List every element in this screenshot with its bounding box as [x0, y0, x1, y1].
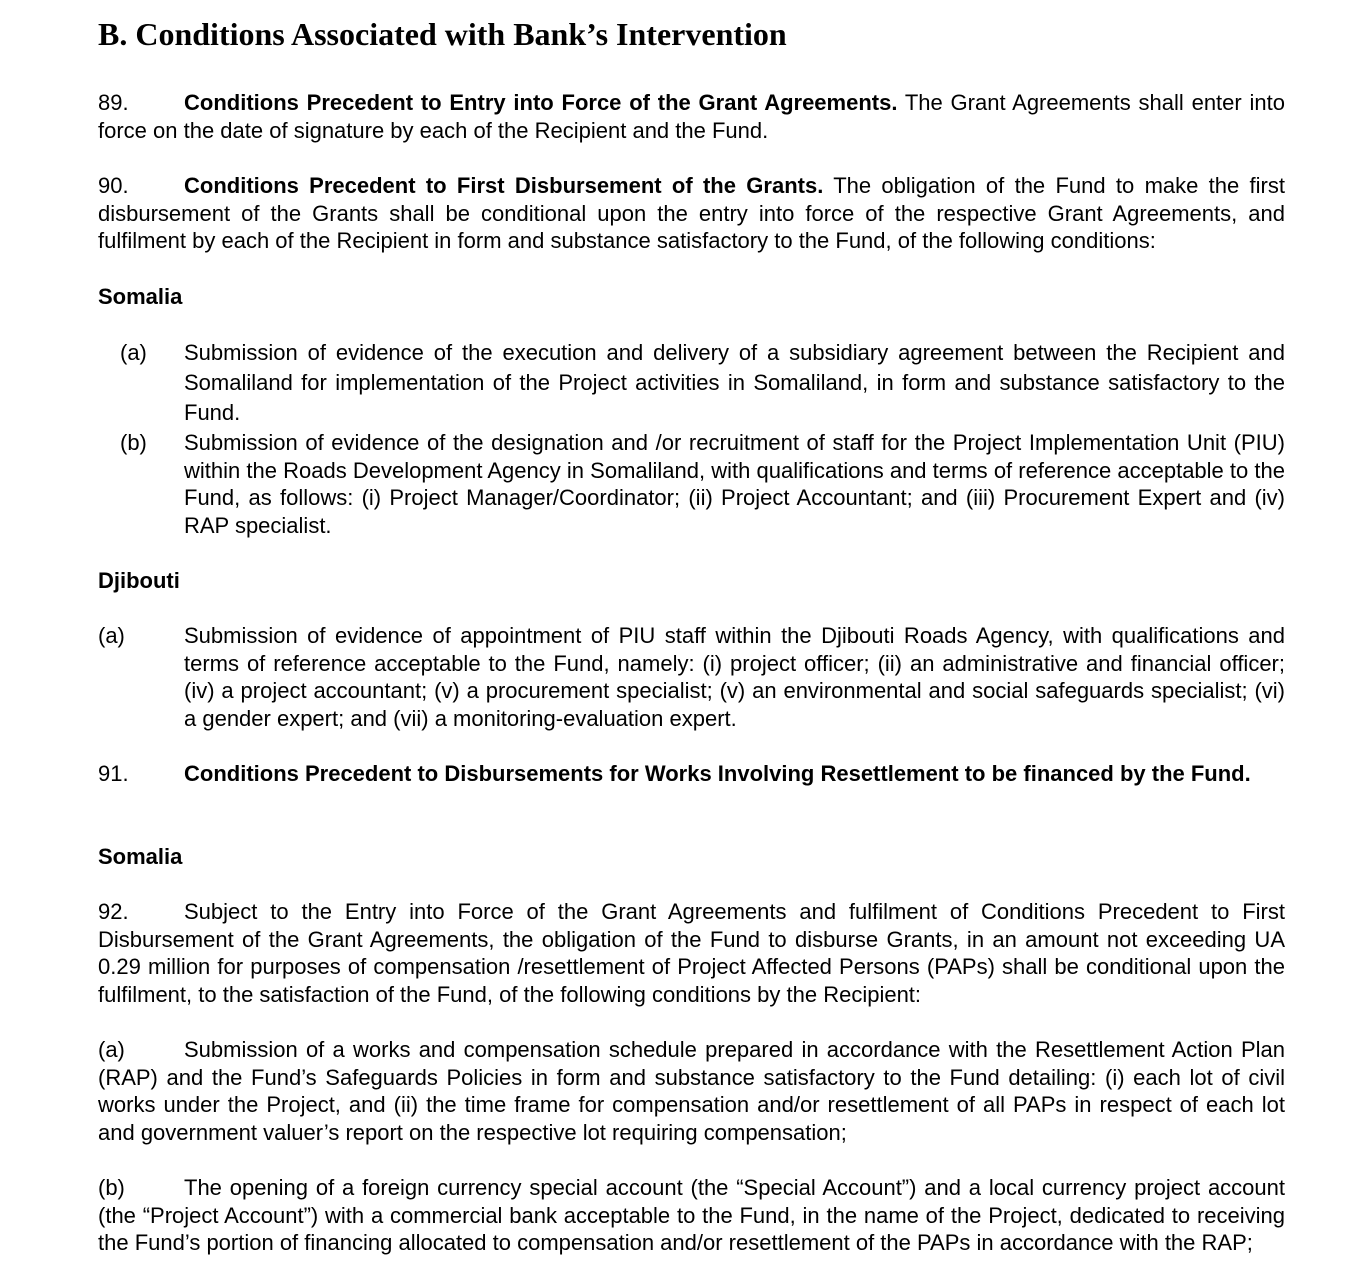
p92-condition-a — [98, 1036, 1285, 1146]
djibouti-condition-a — [98, 622, 1285, 732]
paragraph-heading: Conditions Precedent to Disbursements for Works Involving Resettlement to be financed by the Fund. — [184, 761, 1251, 786]
item-text: Submission of a works and compensation schedule prepared in accordance with the Resettlement Action Plan (RAP) and the Fund’s Safeguards Policies in form and substance satisfactory to the Fund detailing: (i) each lot of civil works under the Project, and (ii) the time frame for compensation and/or resettlement of all PAPs in respect of each lot and government valuer’s report on the respective lot requiring compensation; — [98, 1037, 1285, 1145]
item-label: (b) — [98, 1175, 125, 1200]
paragraph-heading: Conditions Precedent to First Disbursement of the Grants. — [184, 173, 824, 198]
item-label: (b) — [120, 430, 147, 455]
paragraph-text: The obligation of the Fund to make the first disbursement of the Grants shall be conditional upon the entry into force of the respective Grant Agreements, and fulfilment by each of the Recipient in form and substance satisfactory to the Fund, of the following conditions: — [98, 173, 1285, 254]
item-label: (a) — [98, 1037, 125, 1062]
paragraph-number: 92. — [98, 899, 129, 924]
item-text: The opening of a foreign currency special account (the “Special Account”) and a local currency project account (the “Project Account”) with a commercial bank acceptable to the Fund, in the name of the Project, dedicated to receiving the Fund’s portion of financing allocated to compensation and/or resettlement of the PAPs in accordance with the RAP; — [98, 1175, 1285, 1256]
country-heading-djibouti: Djibouti — [98, 568, 180, 593]
paragraph-text: The Grant Agreements shall enter into force on the date of signature by each of the Recipient and the Fund. — [98, 90, 1285, 143]
paragraph-92 — [98, 898, 1285, 1008]
country-heading-somalia: Somalia — [98, 284, 183, 309]
paragraph-number: 90. — [98, 173, 129, 198]
item-label: (a) — [120, 340, 147, 365]
item-text: Submission of evidence of the designation and /or recruitment of staff for the Project Implementation Unit (PIU) within the Roads Development Agency in Somaliland, with qualifications and terms of reference acceptable to the Fund, as follows: (i) Project Manager/Coordinator; (ii) Project Accountant; and (iii) Procurement Expert and (iv) RAP specialist. — [184, 430, 1285, 538]
somalia-condition-a — [98, 338, 1285, 428]
paragraph-heading: Conditions Precedent to Entry into Force of the Grant Agreements. — [184, 90, 898, 115]
item-label: (a) — [98, 623, 125, 648]
paragraph-90 — [98, 172, 1285, 255]
item-text: Submission of evidence of the execution and delivery of a subsidiary agreement between the Recipient and Somaliland for implementation of the Project activities in Somaliland, in form and substance satisfactory to the Fund. — [184, 340, 1285, 425]
p92-condition-b — [98, 1174, 1285, 1257]
item-text: Submission of evidence of appointment of PIU staff within the Djibouti Roads Agency, with qualifications and terms of reference acceptable to the Fund, namely: (i) project officer; (ii) an administrative and financial officer; (iv) a project accountant; (v) a procurement specialist; (v) an environmental and social safeguards specialist; (vi) a gender expert; and (vii) a monitoring-evaluation expert. — [184, 623, 1285, 731]
country-heading-somalia-2: Somalia — [98, 844, 183, 869]
paragraph-89 — [98, 89, 1285, 144]
paragraph-number: 91. — [98, 761, 129, 786]
paragraph-91 — [98, 760, 1285, 788]
paragraph-text: Subject to the Entry into Force of the Grant Agreements and fulfilment of Conditions Precedent to First Disbursement of the Grant Agreements, the obligation of the Fund to disburse Grants, in an amount not exceeding UA 0.29 million for purposes of compensation /resettlement of Project Affected Persons (PAPs) shall be conditional upon the fulfilment, to the satisfaction of the Fund, of the following conditions by the Recipient: — [98, 899, 1285, 1007]
somalia-condition-b — [98, 429, 1285, 539]
section-title: B. Conditions Associated with Bank’s Intervention — [98, 16, 787, 52]
paragraph-number: 89. — [98, 90, 129, 115]
